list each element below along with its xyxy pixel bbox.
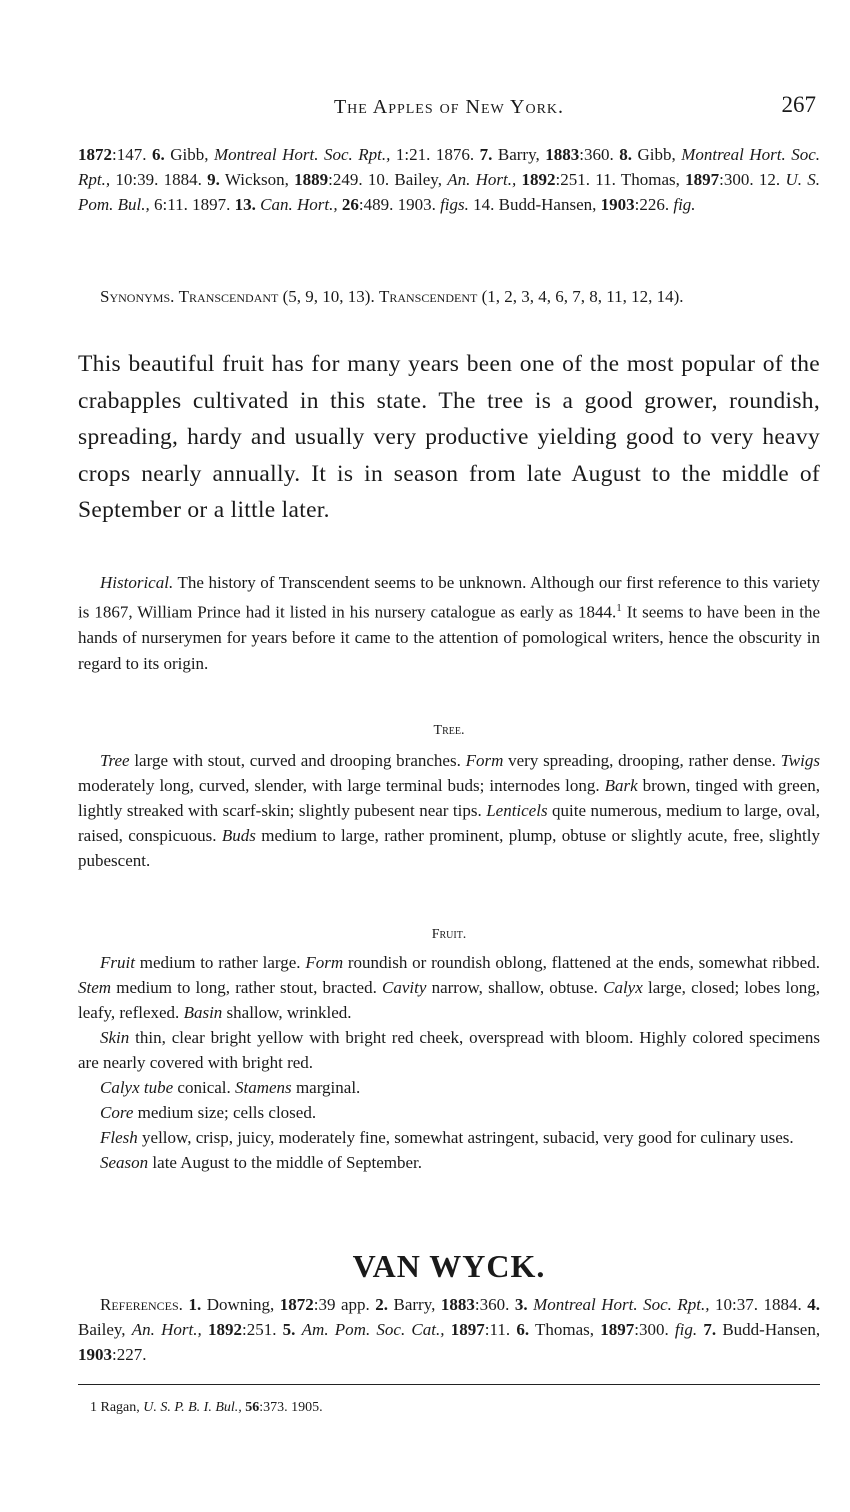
footnote-rule <box>78 1384 820 1385</box>
text-run: conical. <box>173 1078 236 1097</box>
text-run: 4. <box>807 1295 821 1314</box>
text-run: fig. <box>674 1320 698 1339</box>
historical-section <box>78 570 820 677</box>
paragraph <box>78 748 820 873</box>
paragraph <box>78 570 820 677</box>
page-number: 267 <box>781 92 816 117</box>
paragraph <box>78 1292 820 1367</box>
paragraph <box>78 1125 820 1150</box>
text-run: medium to large, rather prominent, plump, obtuse or slightly acute, free, slightly pubescent. <box>78 826 820 870</box>
paragraph <box>78 284 820 309</box>
paragraph <box>78 950 820 1025</box>
text-run: Montreal Hort. Soc. Rpt., <box>533 1295 710 1314</box>
text-run: Historical. <box>100 573 174 592</box>
synonyms <box>78 284 820 309</box>
text-run: Barry, <box>388 1295 441 1314</box>
text-run: :39 app. <box>313 1295 376 1314</box>
text-run: :360. <box>474 1295 515 1314</box>
text-run: roundish or roundish oblong, flattened at the ends, somewhat ribbed. <box>343 953 820 972</box>
text-run: Calyx tube <box>100 1078 174 1097</box>
text-run: 1872 <box>78 145 112 164</box>
text-run: Gibb, <box>631 145 682 164</box>
text-run: :300. <box>634 1320 675 1339</box>
text-run: 14. Budd-Hansen, <box>468 195 601 214</box>
tree-description <box>78 748 820 873</box>
text-run: very spreading, drooping, rather dense. <box>503 751 781 770</box>
text-run: Buds <box>221 826 256 845</box>
text-run: :226. <box>634 195 674 214</box>
text-run: The history of Transcendent seems to be unknown. Although our first reference to this variety is 1867, William Prince had it listed in his nursery catalogue as early as 1844. <box>78 573 820 622</box>
text-run: Stem <box>78 978 112 997</box>
text-run: 9. <box>207 170 220 189</box>
page-header <box>78 92 820 126</box>
paragraph <box>78 1025 820 1075</box>
text-run: 1872 <box>279 1295 314 1314</box>
variety-title: VAN WYCK. <box>352 1248 546 1284</box>
text-run: :251. <box>241 1320 283 1339</box>
text-run: Bailey, <box>78 1320 132 1339</box>
text-run: U. S. Pom. Bul., <box>78 170 821 214</box>
text-run: Montreal Hort. Soc. Rpt., <box>213 145 391 164</box>
text-run: 1883 <box>545 145 580 164</box>
text-run: medium to long, rather stout, bracted. <box>111 978 383 997</box>
text-run: Can. Hort., <box>260 195 338 214</box>
text-run: yellow, crisp, juicy, moderately fine, somewhat astringent, subacid, very good for culinary uses. <box>137 1128 794 1147</box>
text-run: This beautiful fruit has for many years been one of the most popular of the crabapples cultivated in this state. The tree is a good grower, roundish, spreading, hardy and usually very productive yielding good to very heavy crops nearly annually. It is in season from late August to the middle of September or a little later. <box>78 351 820 524</box>
text-run: 1883 <box>440 1295 475 1314</box>
text-run: Transcendent <box>378 287 478 306</box>
text-run: 1892 <box>207 1320 242 1339</box>
text-run: late August to the middle of September. <box>148 1153 423 1172</box>
text-run: Bark <box>604 776 638 795</box>
text-run: 1 Ragan, <box>90 1400 144 1415</box>
text-run: narrow, shallow, obtuse. <box>426 978 604 997</box>
text-run: Core <box>100 1103 134 1122</box>
text-run: 13. <box>234 195 256 214</box>
tree-heading: Tree. <box>433 723 465 738</box>
text-run: :360. <box>579 145 620 164</box>
text-run: :147. <box>112 145 152 164</box>
text-run: Gibb, <box>164 145 214 164</box>
text-run: Barry, <box>492 145 546 164</box>
text-run: Season <box>100 1153 149 1172</box>
text-run: :251. 11. Thomas, <box>555 170 686 189</box>
references-continued <box>78 142 820 217</box>
text-run: large, closed; lobes long, leafy, reflexed. <box>78 978 820 1022</box>
text-run: 8. <box>619 145 632 164</box>
footnote-marker: 1 <box>616 601 622 614</box>
text-run: (5, 9, 10, 13). <box>278 287 379 306</box>
text-run: U. S. P. B. I. Bul., <box>143 1400 242 1415</box>
paragraph <box>78 1150 820 1175</box>
text-run: Am. Pom. Soc. Cat., <box>301 1320 445 1339</box>
text-run: 2. <box>375 1295 389 1314</box>
text-run: Skin <box>100 1028 130 1047</box>
text-run: Transcendant <box>178 287 279 306</box>
text-run: Form <box>465 751 504 770</box>
text-run: It seems to have been in the hands of nurserymen for years before it came to the attention of pomological writers, hence the obscurity in regard to its origin. <box>78 602 821 674</box>
paragraph <box>78 142 820 217</box>
text-run: :300. 12. <box>719 170 786 189</box>
text-run: (1, 2, 3, 4, 6, 7, 8, 11, 12, 14). <box>477 287 684 306</box>
footnote <box>90 1400 832 1416</box>
text-run: 7. <box>479 145 493 164</box>
text-run: figs. <box>440 195 469 214</box>
text-run: 6. <box>516 1320 530 1339</box>
text-run: fig. <box>673 195 696 214</box>
text-run: 1903 <box>600 195 635 214</box>
text-run: Stamens <box>235 1078 292 1097</box>
paragraph <box>90 1400 832 1416</box>
van-wyck-references <box>78 1292 820 1367</box>
text-run: 26 <box>341 195 359 214</box>
text-run: moderately long, curved, slender, with large terminal buds; internodes long. <box>78 776 605 795</box>
text-run: 1:21. 1876. <box>390 145 480 164</box>
text-run: An. Hort., <box>131 1320 202 1339</box>
text-run: 56 <box>245 1400 260 1415</box>
text-run: 1892 <box>521 170 556 189</box>
text-run: Form <box>305 953 344 972</box>
text-run: Synonyms. <box>100 287 175 306</box>
text-run: 6. <box>151 145 165 164</box>
fruit-heading: Fruit. <box>431 927 467 942</box>
text-run: Cavity <box>382 978 427 997</box>
text-run: Tree <box>100 751 130 770</box>
text-run: Wickson, <box>219 170 295 189</box>
text-run: Thomas, <box>529 1320 601 1339</box>
text-run: :373. 1905. <box>259 1400 323 1415</box>
text-run: :489. 1903. <box>358 195 441 214</box>
text-run: Budd-Hansen, <box>716 1320 821 1339</box>
text-run: marginal. <box>291 1078 361 1097</box>
text-run: Lenticels <box>486 801 548 820</box>
paragraph <box>78 1075 820 1100</box>
text-run: 1. <box>188 1295 202 1314</box>
paragraph <box>78 346 820 529</box>
text-run: Montreal Hort. Soc. Rpt., <box>78 145 820 189</box>
intro-paragraph <box>78 346 820 529</box>
text-run: Basin <box>183 1003 223 1022</box>
text-run: 1889 <box>294 170 329 189</box>
text-run: 5. <box>282 1320 296 1339</box>
text-run: 3. <box>514 1295 528 1314</box>
text-run: thin, clear bright yellow with bright red cheek, overspread with bloom. Highly colored specimens are nearly covered with bright red. <box>78 1028 820 1072</box>
text-run: Twigs <box>780 751 820 770</box>
text-run: :249. 10. Bailey, <box>328 170 448 189</box>
text-run: An. Hort., <box>447 170 517 189</box>
fruit-description <box>78 950 820 1175</box>
text-run: References. <box>100 1295 183 1314</box>
text-run: Fruit <box>100 953 135 972</box>
text-run: :11. <box>484 1320 517 1339</box>
text-run: 1897 <box>685 170 720 189</box>
text-run: 7. <box>703 1320 717 1339</box>
text-run: 6:11. 1897. <box>149 195 235 214</box>
text-run: 10:37. 1884. <box>709 1295 808 1314</box>
text-run: 1897 <box>450 1320 485 1339</box>
text-run: large with stout, curved and drooping branches. <box>129 751 466 770</box>
text-run: quite numerous, medium to large, oval, raised, conspicuous. <box>78 801 820 845</box>
text-run: shallow, wrinkled. <box>222 1003 352 1022</box>
text-run: Calyx <box>603 978 643 997</box>
text-run: 10:39. 1884. <box>110 170 208 189</box>
text-run: medium size; cells closed. <box>133 1103 317 1122</box>
text-run: :227. <box>112 1345 147 1364</box>
running-title: The Apples of New York. <box>333 96 565 118</box>
text-run: medium to rather large. <box>134 953 306 972</box>
text-run: 1897 <box>600 1320 635 1339</box>
text-run: Flesh <box>100 1128 138 1147</box>
text-run: Downing, <box>201 1295 280 1314</box>
text-run: brown, tinged with green, lightly streaked with scarf-skin; slightly pubesent near tips. <box>78 776 820 820</box>
text-run: 1903 <box>78 1345 112 1364</box>
paragraph <box>78 1100 820 1125</box>
